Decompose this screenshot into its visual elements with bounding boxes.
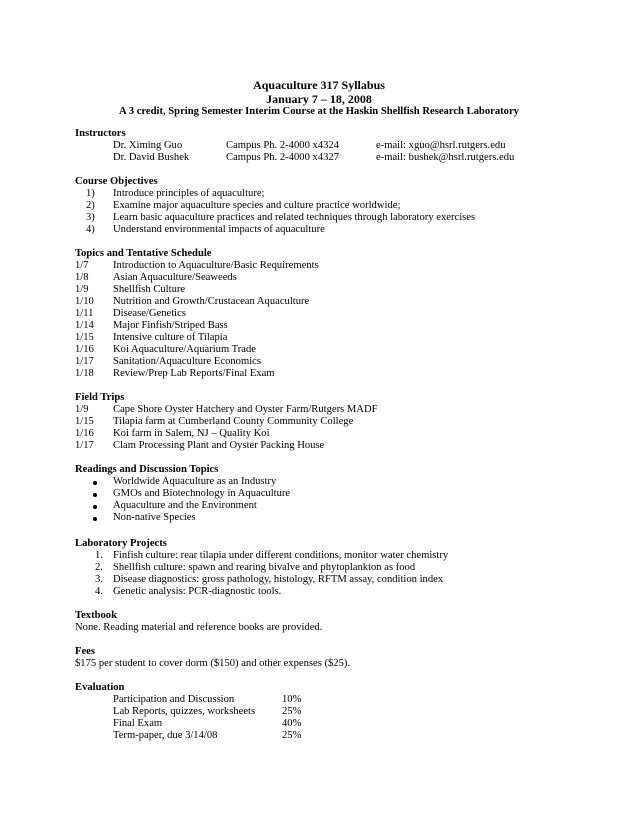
lab-project: Finfish culture: rear tilapia under different conditions, monitor water chemistry — [113, 550, 449, 561]
instructor-name: Dr. Ximing Guo — [113, 140, 183, 151]
document-title: Aquaculture 317 Syllabus — [253, 78, 385, 92]
textbook-text: None. Reading material and reference books are provided. — [75, 622, 323, 633]
lab-number: 1. — [95, 550, 103, 561]
instructor-name: Dr. David Bushek — [113, 152, 190, 163]
instructor-phone: Campus Ph. 2-4000 x4327 — [226, 152, 340, 163]
instructors-heading: Instructors — [75, 128, 126, 139]
schedule-date: 1/8 — [75, 272, 89, 283]
schedule-date: 1/18 — [75, 368, 94, 379]
objective-number: 3) — [86, 212, 95, 223]
field-trip-text: Clam Processing Plant and Oyster Packing House — [113, 440, 325, 451]
objective-text: Learn basic aquaculture practices and related techniques through laboratory exercises — [113, 212, 476, 223]
instructor-phone: Campus Ph. 2-4000 x4324 — [226, 140, 340, 151]
field-trip-text: Koi farm in Salem, NJ – Quality Koi — [113, 428, 270, 439]
bullet-icon — [93, 493, 97, 497]
objective-number: 4) — [86, 224, 95, 235]
objective-number: 1) — [86, 188, 95, 199]
lab-number: 2. — [95, 562, 103, 573]
course-dates: January 7 – 18, 2008 — [266, 92, 372, 106]
bullet-icon — [93, 481, 97, 485]
schedule-date: 1/15 — [75, 332, 94, 343]
instructor-email: e-mail: bushek@hsrl.rutgers.edu — [376, 152, 515, 163]
schedule-date: 1/17 — [75, 356, 94, 367]
instructor-email: e-mail: xguo@hsrl.rutgers.edu — [376, 140, 506, 151]
evaluation-percent: 25% — [282, 730, 302, 741]
schedule-date: 1/10 — [75, 296, 94, 307]
objective-number: 2) — [86, 200, 95, 211]
field-trip-text: Tilapia farm at Cumberland County Community College — [113, 416, 354, 427]
schedule-topic: Disease/Genetics — [113, 308, 186, 319]
schedule-topic: Review/Prep Lab Reports/Final Exam — [113, 368, 275, 379]
schedule-date: 1/16 — [75, 344, 94, 355]
lab-project: Shellfish culture: spawn and rearing bivalve and phytoplankton as food — [113, 562, 416, 573]
schedule-date: 1/7 — [75, 260, 89, 271]
schedule-date: 1/9 — [75, 284, 89, 295]
reading-topic: GMOs and Biotechnology in Aquaculture — [113, 488, 291, 499]
objective-text: Understand environmental impacts of aquaculture — [113, 224, 325, 235]
evaluation-item: Lab Reports, quizzes, worksheets — [113, 706, 256, 717]
field-trips-heading: Field Trips — [75, 392, 125, 403]
bullet-icon — [93, 505, 97, 509]
evaluation-item: Term-paper, due 3/14/08 — [113, 730, 218, 741]
evaluation-item: Participation and Discussion — [113, 694, 235, 705]
reading-topic: Worldwide Aquaculture as an Industry — [113, 476, 277, 487]
schedule-topic: Shellfish Culture — [113, 284, 186, 295]
schedule-topic: Major Finfish/Striped Bass — [113, 320, 228, 331]
lab-number: 3. — [95, 574, 103, 585]
lab-project: Genetic analysis: PCR-diagnostic tools. — [113, 586, 282, 597]
reading-topic: Aquaculture and the Environment — [113, 500, 257, 511]
objective-text: Examine major aquaculture species and culture practice worldwide; — [113, 200, 401, 211]
textbook-heading: Textbook — [75, 610, 117, 621]
fees-heading: Fees — [75, 646, 95, 657]
schedule-topic: Koi Aquaculture/Aquarium Trade — [113, 344, 256, 355]
field-trip-date: 1/15 — [75, 416, 94, 427]
fees-text: $175 per student to cover dorm ($150) and other expenses ($25). — [75, 658, 351, 669]
readings-heading: Readings and Discussion Topics — [75, 464, 219, 475]
field-trip-text: Cape Shore Oyster Hatchery and Oyster Farm/Rutgers MADF — [113, 404, 378, 415]
evaluation-percent: 10% — [282, 694, 302, 705]
evaluation-percent: 40% — [282, 718, 302, 729]
schedule-topic: Sanitation/Aquaculture Economics — [113, 356, 261, 367]
lab-project: Disease diagnostics: gross pathology, histology, RFTM assay, condition index — [113, 574, 444, 585]
schedule-topic: Introduction to Aquaculture/Basic Requirements — [113, 260, 319, 271]
lab-heading: Laboratory Projects — [75, 538, 167, 549]
field-trip-date: 1/16 — [75, 428, 94, 439]
schedule-heading: Topics and Tentative Schedule — [75, 248, 212, 259]
evaluation-percent: 25% — [282, 706, 302, 717]
objective-text: Introduce principles of aquaculture; — [113, 188, 265, 199]
field-trip-date: 1/17 — [75, 440, 94, 451]
field-trip-date: 1/9 — [75, 404, 89, 415]
evaluation-item: Final Exam — [113, 718, 163, 729]
schedule-topic: Nutrition and Growth/Crustacean Aquaculture — [113, 296, 310, 307]
evaluation-heading: Evaluation — [75, 682, 125, 693]
reading-topic: Non-native Species — [113, 512, 196, 523]
schedule-topic: Asian Aquaculture/Seaweeds — [113, 272, 237, 283]
course-subtitle: A 3 credit, Spring Semester Interim Course at the Haskin Shellfish Research Laboratory — [119, 106, 519, 117]
bullet-icon — [93, 517, 97, 521]
lab-number: 4. — [95, 586, 103, 597]
schedule-date: 1/11 — [75, 308, 94, 319]
objectives-heading: Course Objectives — [75, 176, 158, 187]
schedule-topic: Intensive culture of Tilapia — [113, 332, 228, 343]
schedule-date: 1/14 — [75, 320, 94, 331]
